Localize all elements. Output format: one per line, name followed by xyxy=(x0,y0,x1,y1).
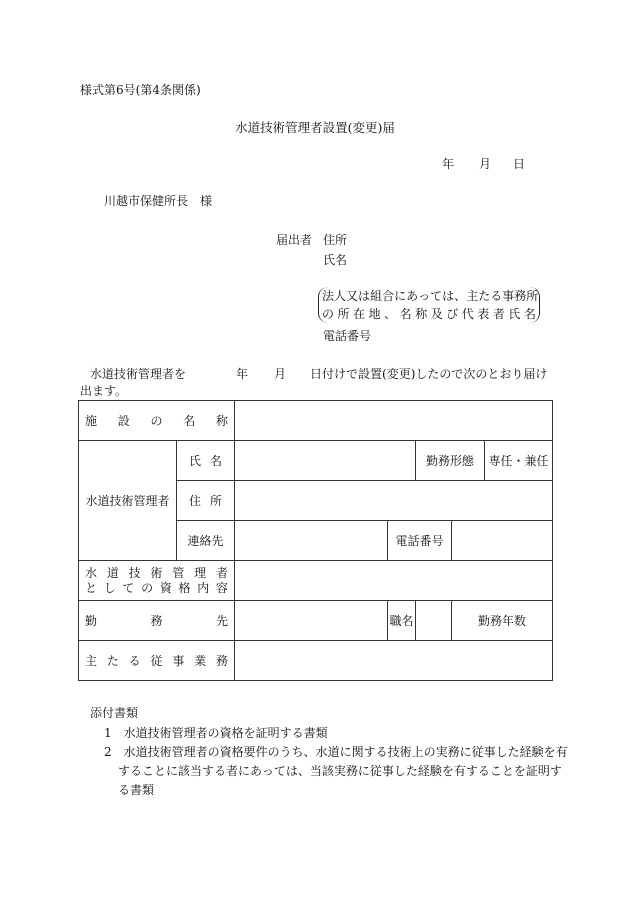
label-char: 先 xyxy=(216,614,229,628)
label-char: 称 xyxy=(216,414,229,428)
label-char: は xyxy=(442,289,455,303)
label-char: 設 xyxy=(117,414,130,428)
corporation-note xyxy=(318,287,540,323)
corporation-note-line2 xyxy=(322,305,536,323)
manager-contact-field[interactable] xyxy=(235,521,388,561)
date-month-label: 月 xyxy=(479,157,492,171)
applicant-address-label: 住所 xyxy=(323,233,348,247)
label-char: あ xyxy=(406,289,419,303)
manager-phone-field[interactable] xyxy=(452,521,553,561)
label-char: 術 xyxy=(150,565,163,580)
label-char: 技 xyxy=(128,565,141,580)
label-char: 道 xyxy=(106,565,119,580)
applicant-name-label: 氏名 xyxy=(323,253,348,267)
label-char: 、 xyxy=(454,289,467,303)
label-char: し xyxy=(103,580,116,595)
label-char: 施 xyxy=(85,414,98,428)
label-char: 務 xyxy=(514,289,527,303)
label-char: に xyxy=(394,289,407,303)
notice-year: 年 xyxy=(236,367,249,381)
attachment-item-2: 2 水道技術管理者の資格要件のうち、水道に関する技術上の実務に従事した経験を有することに該当する者にあっては、当該実務に従事した経験を有することを証明する書類 xyxy=(104,745,568,797)
label-char: 務 xyxy=(150,614,163,628)
label-char: と xyxy=(85,580,98,595)
manager-contact-label: 連絡先 xyxy=(177,521,235,561)
facility-name-label xyxy=(79,401,235,441)
main-business-label xyxy=(79,641,235,681)
label-char: 住 xyxy=(189,494,202,508)
label-char: 主 xyxy=(466,289,479,303)
label-char: 及 xyxy=(430,307,443,321)
label-char: 資 xyxy=(159,580,172,595)
qualification-field[interactable] xyxy=(235,561,553,601)
addressee: 川越市保健所長 様 xyxy=(104,194,213,208)
label-char: る xyxy=(490,289,503,303)
label-char: 名 xyxy=(183,414,196,428)
label-char: て xyxy=(430,289,443,303)
label-char: 表 xyxy=(477,307,490,321)
years-of-service-label: 勤務年数 xyxy=(452,601,553,641)
position-field[interactable] xyxy=(416,601,452,641)
attachments-heading: 添付書類 xyxy=(90,706,139,720)
manager-label: 水道技術管理者 xyxy=(79,441,177,561)
applicant-phone-label: 電話番号 xyxy=(323,329,372,343)
label-char: 名 xyxy=(523,307,536,321)
label-char: 地 xyxy=(368,307,381,321)
label-char: 格 xyxy=(178,580,191,595)
form-id: 様式第6号(第4条関係) xyxy=(80,83,201,97)
label-char: た xyxy=(478,289,491,303)
label-char: 者 xyxy=(492,307,505,321)
label-char: 名 xyxy=(399,307,412,321)
workplace-field[interactable] xyxy=(235,601,388,641)
manager-name-field[interactable] xyxy=(235,441,416,481)
attachment-item-1: 1 水道技術管理者の資格を証明する書類 xyxy=(104,726,328,740)
label-char: て xyxy=(122,580,135,595)
label-char: の xyxy=(322,307,335,321)
main-business-row xyxy=(79,641,553,681)
main-business-field[interactable] xyxy=(235,641,553,681)
label-char: る xyxy=(128,654,141,668)
notice-part2: 日付けで設置(変更)したので次のとおり届け出ます。 xyxy=(80,367,548,398)
label-char: 名 xyxy=(210,454,223,468)
label-char: 所 xyxy=(526,289,539,303)
qualification-row xyxy=(79,561,553,601)
notice-text xyxy=(80,366,550,400)
label-char: 法 xyxy=(322,289,335,303)
label-char: 勤 xyxy=(85,614,98,628)
label-char: っ xyxy=(418,289,431,303)
label-char: 内 xyxy=(197,580,210,595)
label-char: 氏 xyxy=(508,307,521,321)
date-year-label: 年 xyxy=(442,157,455,171)
employment-type-label: 勤務形態 xyxy=(416,441,485,481)
label-char: 又 xyxy=(346,289,359,303)
label-char: び xyxy=(446,307,459,321)
manager-address-label xyxy=(177,481,235,521)
manager-name-row xyxy=(79,441,553,481)
workplace-row xyxy=(79,601,553,641)
workplace-label xyxy=(79,601,235,641)
facility-row xyxy=(79,401,553,441)
label-char: は xyxy=(358,289,371,303)
label-char: 事 xyxy=(172,654,185,668)
label-char: 事 xyxy=(502,289,515,303)
employment-type-value[interactable]: 専任・兼任 xyxy=(485,441,553,481)
corporation-note-line1 xyxy=(322,287,539,305)
form-title: 水道技術管理者設置(変更)届 xyxy=(235,120,395,135)
label-char: 主 xyxy=(85,654,98,668)
label-char: 代 xyxy=(461,307,474,321)
notice-month: 月 xyxy=(274,367,287,381)
label-char: 理 xyxy=(194,565,207,580)
label-char: 者 xyxy=(215,565,228,580)
qualification-label xyxy=(79,561,235,601)
label-char: 管 xyxy=(172,565,185,580)
date-day-label: 日 xyxy=(513,157,526,171)
label-char: 、 xyxy=(384,307,397,321)
label-char: 氏 xyxy=(189,454,202,468)
label-char: 人 xyxy=(334,289,347,303)
notice-part1: 水道技術管理者を xyxy=(90,367,187,381)
label-char: 従 xyxy=(150,654,163,668)
label-char: 務 xyxy=(215,654,228,668)
label-char: 合 xyxy=(382,289,395,303)
applicant-label: 届出者 xyxy=(276,233,313,247)
label-char: の xyxy=(141,580,154,595)
label-char: の xyxy=(150,414,163,428)
application-table xyxy=(78,400,553,681)
label-char: 容 xyxy=(215,580,228,595)
position-label: 職名 xyxy=(388,601,416,641)
label-char: た xyxy=(106,654,119,668)
label-char: 水 xyxy=(85,565,98,580)
label-char: 称 xyxy=(415,307,428,321)
manager-address-field[interactable] xyxy=(235,481,553,521)
label-char: 業 xyxy=(194,654,207,668)
label-char: 在 xyxy=(353,307,366,321)
manager-phone-label: 電話番号 xyxy=(388,521,452,561)
label-char: 所 xyxy=(337,307,350,321)
facility-name-field[interactable] xyxy=(235,401,553,441)
label-char: 所 xyxy=(210,494,223,508)
label-char: 組 xyxy=(370,289,383,303)
manager-name-label xyxy=(177,441,235,481)
